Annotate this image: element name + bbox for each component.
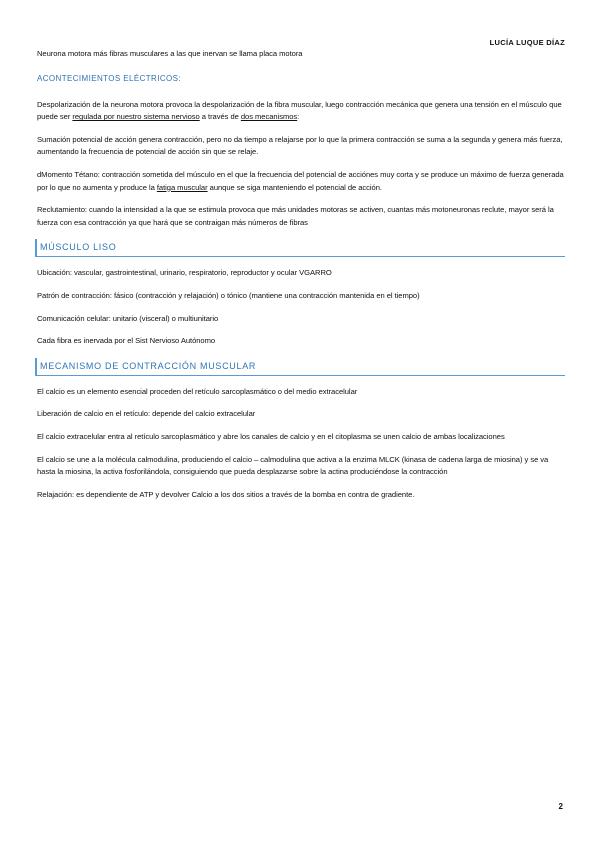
depolarization-text-b: a través de — [199, 112, 241, 122]
electrical-events-heading: ACONTECIMIENTOS ELÉCTRICOS: — [37, 73, 182, 83]
smooth-muscle-heading: MÚSCULO LISO — [35, 239, 565, 257]
calcium-source-paragraph: El calcio es un elemento esencial proceden del retículo sarcoplasmático o del medio extracelular — [37, 386, 358, 396]
summation-paragraph: Sumación potencial de acción genera contracción, pero no da tiempo a relajarse por lo que la primera contracción se suma a la segunda y genera más fuerza, aumentando la frecuencia de potencial de acción sin que se relaje. — [37, 134, 563, 157]
contraction-mechanism-heading: MECANISMO DE CONTRACCIÓN MUSCULAR — [35, 358, 565, 376]
tetanus-paragraph — [37, 169, 565, 194]
muscle-fatigue-link: fatiga muscular — [156, 182, 208, 192]
extracellular-calcium-paragraph: El calcio extracelular entra al retículo sarcoplasmático y abre los canales de calcio y en el citoplasma se unen calcio de ambas localizaciones — [37, 431, 505, 441]
calcium-release-paragraph: Liberación de calcio en el retículo: depende del calcio extracelular — [37, 409, 256, 419]
two-mechanisms-link: dos mecanismos — [240, 112, 298, 122]
regulated-nervous-system-link: regulada por nuestro sistema nervioso — [72, 112, 200, 122]
smooth-location-paragraph: Ubicación: vascular, gastrointestinal, urinario, respiratorio, reproductor y ocular VGARRO — [37, 268, 332, 278]
depolarization-paragraph — [37, 99, 565, 124]
relaxation-paragraph: Relajación: es dependiente de ATP y devolver Calcio a los dos sitios a través de la bomba en contra de gradiente. — [37, 489, 415, 499]
smooth-contraction-pattern-paragraph: Patrón de contracción: fásico (contracción y relajación) o tónico (mantiene una contracción mantenida en el tiempo) — [37, 290, 420, 300]
tetanus-text-a: dMomento Tétano: contracción sometida del músculo en el que la frecuencia del potencial de acciónes muy corta y se produce un máximo de fuerza generada por lo que no aumenta y produce la — [37, 169, 564, 192]
calmodulin-paragraph: El calcio se une a la molécula calmodulina, produciendo el calcio – calmodulina que activa a la enzima MLCK (kinasa de cadena larga de miosina) y se va hasta la miosina, la activa fosforilándola, consiguiendo que pueda desplazarse sobre la actina produciéndose la contracción — [37, 454, 549, 477]
intro-paragraph: Neurona motora más fibras musculares a las que inervan se llama placa motora — [37, 49, 303, 58]
depolarization-text-a: Despolarización de la neurona motora provoca la despolarización de la fibra muscular, luego contracción mecánica que genera una tensión en el músculo que puede ser — [37, 99, 562, 122]
smooth-innervation-paragraph: Cada fibra es inervada por el Sist Nervioso Autónomo — [37, 336, 216, 346]
recruitment-paragraph: Reclutamiento: cuando la intensidad a la que se estimula provoca que más unidades motoras se activen, cuantas más motoneuronas reclute, mayor será la fuerza con esa contracción ya que hará que se contraigan más números de fibras — [37, 205, 554, 227]
header-author: LUCÍA LUQUE DÍAZ — [489, 38, 565, 47]
page-number: 2 — [558, 802, 563, 811]
smooth-cell-communication-paragraph: Comunicación celular: unitario (visceral) o multiunitario — [37, 313, 219, 323]
page-content — [37, 48, 565, 511]
tetanus-text-b: aunque se siga manteniendo el potencial de acción. — [207, 182, 382, 192]
depolarization-text-c: : — [297, 112, 300, 122]
